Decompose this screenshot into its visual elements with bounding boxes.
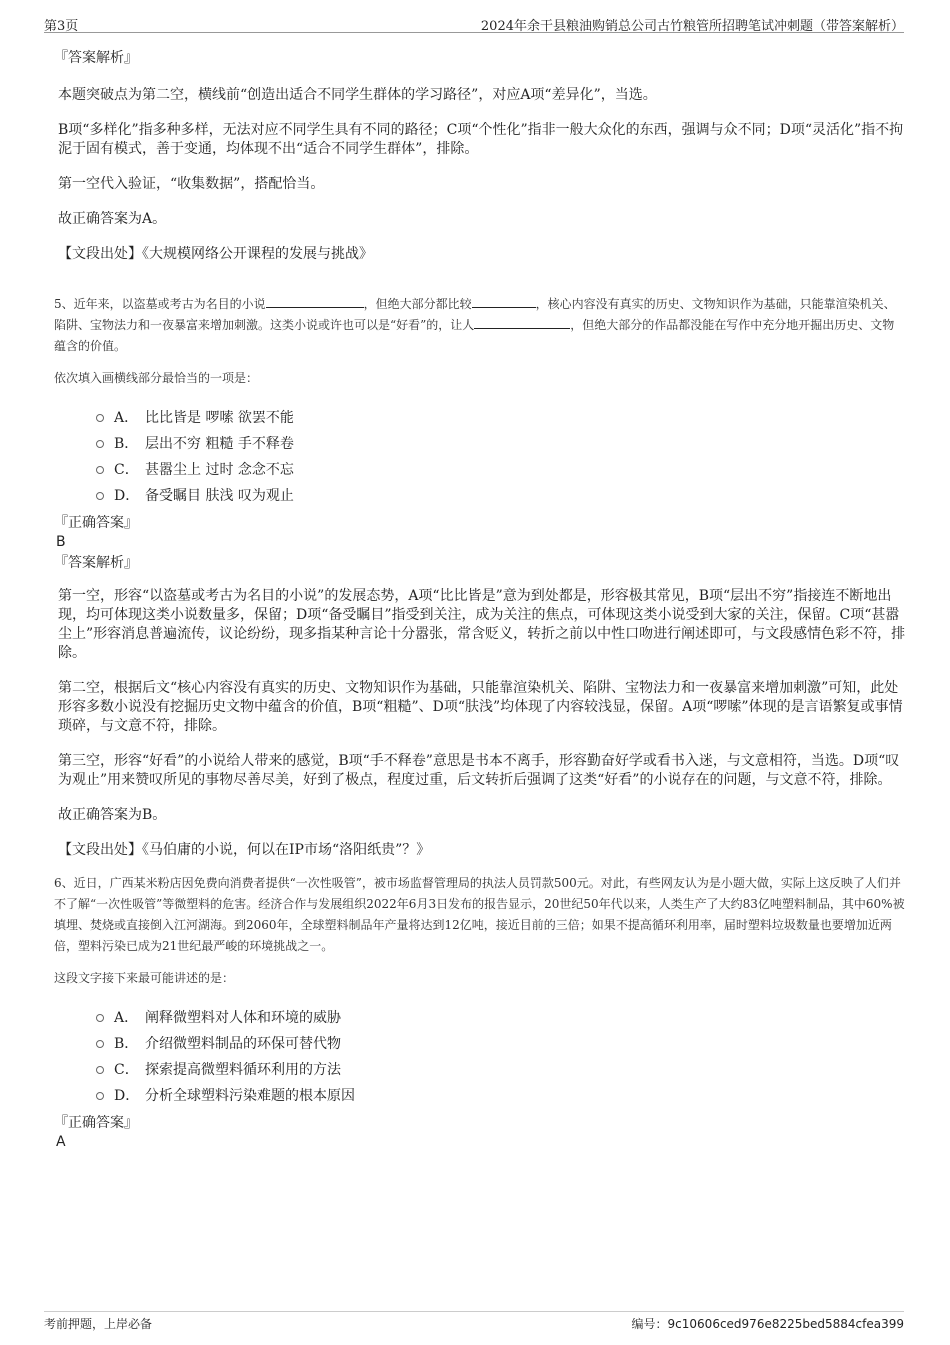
q5-blank-1: [266, 295, 364, 308]
radio-icon[interactable]: [96, 1066, 104, 1074]
q5-option-b[interactable]: [44, 431, 906, 457]
q4-analysis-para-2: B项“多样化”指多种多样，无法对应不同学生具有不同的路径；C项“个性化”指非一般大众化的东西，强调与众不同；D项“灵活化”指不拘泥于固有模式，善于变通，均体现不出“适合不同学生群体”，排除。: [58, 122, 904, 157]
q6-option-d[interactable]: [44, 1083, 906, 1109]
q5-stem-part-1: 5、近年来，以盗墓或考古为名目的小说: [54, 297, 266, 311]
option-letter: D．: [114, 488, 140, 504]
q5-analysis-para-2: 第二空，根据后文“核心内容没有真实的历史、文物知识作为基础，只能靠渲染机关、陷阱、宝物法力和一夜暴富来增加刺激”可知，此处形容多数小说没有挖掘历史文物中蕴含的价值，B项“粗糙”、D项“肤浅”均体现了内容较浅显，保留。A项“啰嗦”体现的是言语繁复或事情琐碎，与文意不符，排除。: [58, 680, 903, 734]
radio-icon[interactable]: [96, 1014, 104, 1022]
q4-analysis-para-1: 本题突破点为第二空，横线前“创造出适合不同学生群体的学习路径”，对应A项“差异化”，当选。: [58, 87, 657, 103]
q4-source: 【文段出处】《大规模网络公开课程的发展与挑战》: [58, 246, 373, 262]
q5-source: 【文段出处】《马伯庸的小说，何以在IP市场“洛阳纸贵”？》: [58, 842, 431, 858]
radio-icon[interactable]: [96, 440, 104, 448]
footer-code: [632, 1315, 904, 1332]
q6-option-a[interactable]: [44, 1005, 906, 1031]
option-text: 层出不穷 粗糙 手不释卷: [145, 436, 294, 452]
q5-analysis-label: 『答案解析』: [54, 555, 138, 571]
q5-stem-part-2: ，但绝大部分都比较: [363, 297, 472, 311]
option-letter: D．: [114, 1088, 140, 1104]
q5-stem: [54, 294, 906, 357]
radio-icon[interactable]: [96, 1040, 104, 1048]
q5-stem-part-3: ，核心内容没有真实的历史、文物知识作为基础，只能靠渲染机关、陷阱、宝物法力和一夜暴富来增加刺激。这类小说或许也可以是“好看”的，让人: [54, 297, 896, 332]
page-number: 第3页: [44, 19, 79, 34]
q4-analysis-label: 『答案解析』: [54, 50, 138, 66]
radio-icon[interactable]: [96, 414, 104, 422]
q6-prompt: 这段文字接下来最可能讲述的是：: [54, 971, 235, 985]
page-header: [0, 0, 950, 32]
radio-icon[interactable]: [96, 466, 104, 474]
option-text: 阐释微塑料对人体和环境的威胁: [145, 1010, 341, 1026]
option-letter: A．: [114, 410, 139, 426]
q6-stem: 6、近日，广西某米粉店因免费向消费者提供“一次性吸管”，被市场监督管理局的执法人员罚款500元。对此，有些网友认为是小题大做，实际上这反映了人们并不了解“一次性吸管”等微塑料的危害。经济合作与发展组织2022年6月3日发布的报告显示，20世纪50年代以来，人类生产了大约83亿吨塑料制品，其中60%被填埋、焚烧或直接倒入江河湖海。到2060年，全球塑料制品年产量将达到12亿吨，接近目前的三倍；如果不提高循环利用率，届时塑料垃圾数量也要增加近两倍，塑料污染已成为21世纪最严峻的环境挑战之一。: [54, 876, 905, 953]
option-letter: C．: [114, 1062, 139, 1078]
q5-option-c[interactable]: [44, 457, 906, 483]
option-text: 比比皆是 啰嗦 欲罢不能: [145, 410, 294, 426]
q5-analysis-para-3: 第三空，形容“好看”的小说给人带来的感觉，B项“手不释卷”意思是书本不离手，形容勤奋好学或看书入迷，与文意相符，当选。D项“叹为观止”用来赞叹所见的事物尽善尽美，好到了极点，程度过重，后文转折后强调了这类“好看”的小说存在的问题，与文意不符，排除。: [58, 753, 900, 788]
q5-answer: B: [56, 534, 66, 550]
q6-option-c[interactable]: [44, 1057, 906, 1083]
q6-answer-label: 『正确答案』: [54, 1115, 138, 1131]
q6-option-b[interactable]: [44, 1031, 906, 1057]
q5-option-a[interactable]: [44, 405, 906, 431]
q5-stem-part-4: ，但绝大部分的作品都没能在写作中充分地开掘出历史、文物蕴含的价值。: [54, 318, 895, 353]
q6-options: [44, 1005, 906, 1109]
radio-icon[interactable]: [96, 1092, 104, 1100]
q4-analysis-conclusion: 故正确答案为A。: [58, 211, 167, 227]
footer-code-value: 9c10606ced976e8225bed5884cfea399: [667, 1317, 904, 1331]
option-letter: B．: [114, 436, 139, 452]
q5-analysis-conclusion: 故正确答案为B。: [58, 807, 167, 823]
radio-icon[interactable]: [96, 492, 104, 500]
page-content: [44, 42, 906, 1151]
footer-code-label: 编号：: [631, 1317, 668, 1331]
option-text: 备受瞩目 肤浅 叹为观止: [145, 488, 294, 504]
q5-answer-label: 『正确答案』: [54, 515, 138, 531]
q6-answer: A: [56, 1134, 66, 1150]
option-text: 分析全球塑料污染难题的根本原因: [145, 1088, 355, 1104]
option-text: 介绍微塑料制品的环保可替代物: [145, 1036, 341, 1052]
q5-option-d[interactable]: [44, 483, 906, 509]
q5-options: [44, 405, 906, 509]
option-letter: C．: [114, 462, 139, 478]
option-text: 探索提高微塑料循环利用的方法: [145, 1062, 341, 1078]
q5-blank-2: [472, 295, 536, 308]
footer-slogan: 考前押题，上岸必备: [44, 1317, 153, 1331]
option-letter: A．: [114, 1010, 139, 1026]
q5-analysis-para-1: 第一空，形容“以盗墓或考古为名目的小说”的发展态势，A项“比比皆是”意为到处都是，形容极其常见，B项“层出不穷”指接连不断地出现，均可体现这类小说数量多，保留；D项“备受瞩目”指受到关注，成为关注的焦点，可体现这类小说受到大家的关注，保留。C项“甚嚣尘上”形容消息普遍流传，议论纷纷，现多指某种言论十分嚣张，常含贬义，转折之前以中性口吻进行阐述即可，与文段感情色彩不符，排除。: [58, 588, 906, 661]
option-text: 甚嚣尘上 过时 念念不忘: [145, 462, 294, 478]
option-letter: B．: [114, 1036, 139, 1052]
footer-divider: [44, 1311, 904, 1312]
q5-blank-3: [474, 316, 570, 329]
q4-analysis-para-3: 第一空代入验证，“收集数据”，搭配恰当。: [58, 176, 325, 192]
document-title: 2024年余干县粮油购销总公司古竹粮管所招聘笔试冲刺题（带答案解析）: [480, 19, 904, 34]
q5-prompt: 依次填入画横线部分最恰当的一项是：: [54, 371, 259, 385]
header-divider: [44, 32, 904, 33]
